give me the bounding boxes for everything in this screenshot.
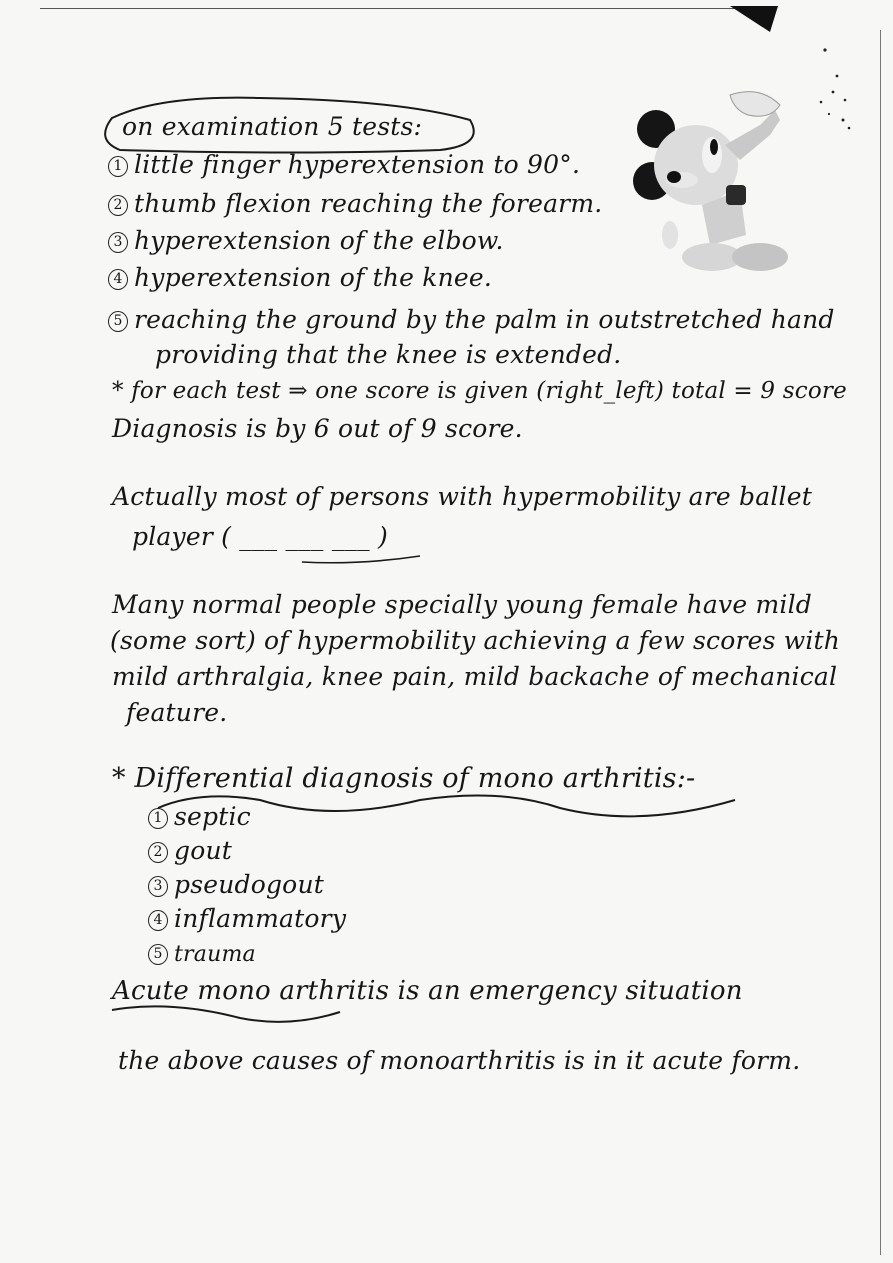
ink-speckles [795, 40, 865, 140]
marker-2: 2 [108, 195, 128, 216]
marker-3: 3 [108, 232, 128, 253]
exam-item-text: reaching the ground by the palm in outstretched hand [134, 305, 835, 334]
marker-5: 5 [148, 944, 168, 965]
exam-item-5-continued: providing that the knee is extended. [155, 340, 622, 369]
para2-line-3: mild arthralgia, knee pain, mild backache of mechanical [112, 662, 838, 691]
exam-heading: on examination 5 tests: [122, 112, 423, 141]
ddx-item-text: pseudogout [174, 870, 324, 899]
marker-1: 1 [108, 156, 128, 177]
diagnosis-line: Diagnosis is by 6 out of 9 score. [112, 414, 523, 443]
closing-line-2: the above causes of monoarthritis is in it acute form. [118, 1046, 801, 1075]
marker-4: 4 [108, 269, 128, 290]
exam-item-4 [108, 263, 492, 293]
exam-item-text: hyperextension of the knee. [134, 263, 493, 292]
exam-item-3 [108, 226, 504, 256]
ddx-item-text: gout [174, 836, 233, 865]
para2-line-2: (some sort) of hypermobility achieving a few scores with [110, 626, 841, 655]
para1-line-1: Actually most of persons with hypermobility are ballet [112, 482, 812, 511]
exam-item-text: little finger hyperextension to 90°. [134, 150, 581, 179]
ddx-item-text: trauma [174, 942, 256, 967]
marker-3: 3 [148, 876, 168, 897]
para2-line-1: Many normal people specially young female have mild [112, 590, 813, 619]
para1-line-2: player ( ___ ___ ___ ) [132, 522, 388, 551]
ddx-item-1 [148, 802, 251, 832]
marker-2: 2 [148, 842, 168, 863]
marker-1: 1 [148, 808, 168, 829]
score-note: * for each test ⇒ one score is given (right_left) total = 9 score [112, 378, 847, 404]
exam-item-text: hyperextension of the elbow. [134, 226, 504, 255]
marker-4: 4 [148, 910, 168, 931]
ddx-item-3 [148, 870, 324, 900]
ddx-item-text: inflammatory [174, 904, 347, 933]
ddx-item-4 [148, 904, 346, 934]
cartoon-mouse-sticker-icon [630, 85, 795, 280]
exam-item-2 [108, 189, 602, 219]
ddx-item-text: septic [174, 802, 251, 831]
ddx-item-2 [148, 836, 232, 866]
para2-line-4: feature. [126, 698, 228, 727]
corner-fold-icon [0, 0, 893, 40]
ddx-heading: * Differential diagnosis of mono arthritis:- [112, 763, 696, 794]
closing-line-1: Acute mono arthritis is an emergency situation [112, 976, 743, 1006]
ddx-item-5 [148, 940, 256, 970]
exam-item-5 [108, 305, 835, 335]
marker-5: 5 [108, 311, 128, 332]
exam-item-1 [108, 150, 580, 180]
exam-item-text: thumb flexion reaching the forearm. [134, 189, 603, 218]
page-right-edge [880, 30, 881, 1255]
